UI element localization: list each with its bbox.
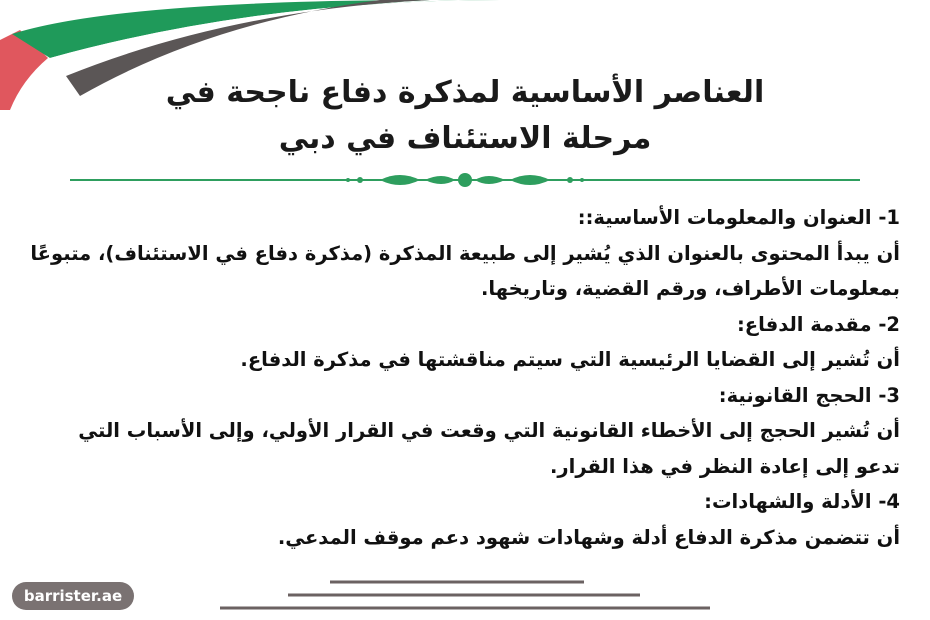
section-body: أن يبدأ المحتوى بالعنوان الذي يُشير إلى طبيعة المذكرة (مذكرة دفاع في الاستئناف)، متبوعًا بمعلومات الأطراف، ورقم القضية، وتاريخها. xyxy=(30,241,900,300)
section-heading: 1- العنوان والمعلومات الأساسية:: xyxy=(577,206,900,229)
page-title xyxy=(60,70,870,162)
title-line-2: مرحلة الاستئناف في دبي xyxy=(278,121,652,156)
divider-ornament-icon xyxy=(70,168,860,192)
section-body: أن تُشير الحجج إلى الأخطاء القانونية التي وقعت في القرار الأولي، وإلى الأسباب التي تدعو إلى إعادة النظر في هذا القرار. xyxy=(78,419,900,478)
site-badge[interactable]: barrister.ae xyxy=(12,582,134,610)
section-heading: 3- الحجج القانونية: xyxy=(718,383,900,407)
section-body: أن تُشير إلى القضايا الرئيسية التي سيتم مناقشتها في مذكرة الدفاع. xyxy=(240,348,900,371)
section-heading: 2- مقدمة الدفاع: xyxy=(737,312,900,336)
title-line-1: العناصر الأساسية لمذكرة دفاع ناجحة في xyxy=(165,75,765,110)
footer-lines-decoration xyxy=(0,570,930,620)
section-body: أن تتضمن مذكرة الدفاع أدلة وشهادات شهود دعم موقف المدعي. xyxy=(277,525,900,549)
article-body xyxy=(28,200,900,555)
section-heading: 4- الأدلة والشهادات: xyxy=(704,490,900,513)
